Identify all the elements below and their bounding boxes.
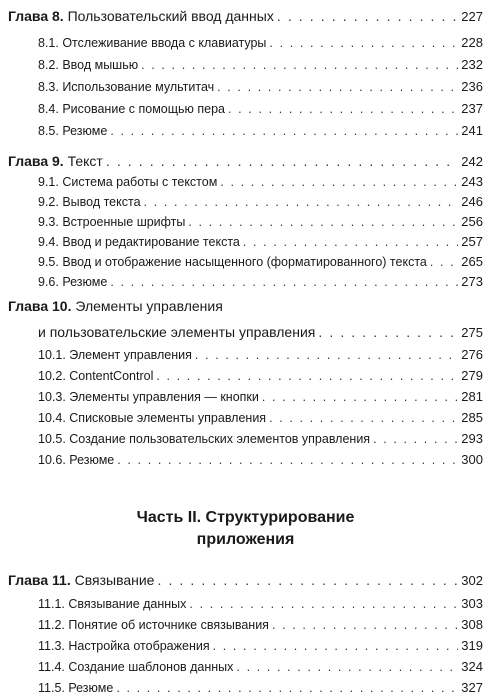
chapter-title: Элементы управления xyxy=(75,298,223,314)
page-number: 243 xyxy=(461,174,483,189)
toc-section[interactable] xyxy=(0,633,491,653)
chapter-title-continued: и пользовательские элементы управления xyxy=(38,324,316,340)
section-title: 9.1. Система работы с текстом xyxy=(38,175,218,189)
toc-section[interactable] xyxy=(0,342,491,362)
section-title: 9.2. Вывод текста xyxy=(38,195,141,209)
dot-leader xyxy=(236,660,458,674)
section-title: 11.3. Настройка отображения xyxy=(38,639,210,653)
chapter-title: Связывание xyxy=(74,572,155,588)
toc-section[interactable] xyxy=(0,405,491,425)
page-number: 246 xyxy=(461,194,483,209)
toc-section[interactable] xyxy=(0,675,491,695)
dot-leader xyxy=(188,215,458,229)
chapter-label xyxy=(0,8,274,24)
dot-leader xyxy=(213,639,459,653)
toc-section[interactable] xyxy=(0,74,491,94)
section-title: 10.5. Создание пользовательских элементов управления xyxy=(38,432,371,446)
page-number: 303 xyxy=(461,596,483,611)
dot-leader xyxy=(189,597,458,611)
chapter-title: Пользовательский ввод данных xyxy=(67,8,274,24)
section-title: 10.1. Элемент управления xyxy=(38,348,192,362)
toc-section[interactable] xyxy=(0,209,491,229)
dot-leader xyxy=(228,102,458,116)
toc-chapter-10-first-line[interactable] xyxy=(8,298,223,314)
toc-section[interactable] xyxy=(0,426,491,446)
page-number: 276 xyxy=(461,347,483,362)
section-title: 10.6. Резюме xyxy=(38,453,115,467)
toc-section[interactable] xyxy=(0,30,491,50)
dot-leader xyxy=(318,324,458,340)
chapter-label xyxy=(0,153,103,169)
dot-leader xyxy=(117,453,458,467)
section-title: 9.6. Резюме xyxy=(38,275,108,289)
page-number: 324 xyxy=(461,659,483,674)
page-number: 279 xyxy=(461,368,483,383)
dot-leader xyxy=(262,390,458,404)
toc-chapter-9[interactable] xyxy=(0,149,491,169)
section-title: 9.5. Ввод и отображение насыщенного (форматированного) текста xyxy=(38,255,427,269)
chapter-number: Глава 8. xyxy=(8,8,64,24)
toc-section[interactable] xyxy=(0,52,491,72)
page-number: 241 xyxy=(461,123,483,138)
toc-chapter-8[interactable] xyxy=(0,4,491,24)
page-number: 319 xyxy=(461,638,483,653)
page-number: 327 xyxy=(461,680,483,695)
page-number: 300 xyxy=(461,452,483,467)
dot-leader xyxy=(156,369,458,383)
page-number: 265 xyxy=(461,254,483,269)
section-title: 9.4. Ввод и редактирование текста xyxy=(38,235,240,249)
section-title: 8.1. Отслеживание ввода с клавиатуры xyxy=(38,36,267,50)
section-title: 8.5. Резюме xyxy=(38,124,108,138)
page-number: 285 xyxy=(461,410,483,425)
part-title-line-1: Часть II. Структурирование xyxy=(136,509,355,526)
toc-section[interactable] xyxy=(0,612,491,632)
page-number: 237 xyxy=(461,101,483,116)
dot-leader xyxy=(110,124,458,138)
toc-section[interactable] xyxy=(0,118,491,138)
toc-section[interactable] xyxy=(0,249,491,269)
chapter-number: Глава 11. xyxy=(8,572,71,588)
section-title: 8.2. Ввод мышью xyxy=(38,58,139,72)
toc-chapter-11[interactable] xyxy=(0,568,491,588)
dot-leader xyxy=(272,618,458,632)
page-number: 275 xyxy=(461,325,483,340)
chapter-number: Глава 10. xyxy=(8,298,72,314)
toc-chapter-10[interactable] xyxy=(0,320,491,340)
section-title: 11.2. Понятие об источнике связывания xyxy=(38,618,269,632)
part-title-line-2: приложения xyxy=(196,531,295,548)
dot-leader xyxy=(269,36,458,50)
page-number: 308 xyxy=(461,617,483,632)
section-title: 10.2. ContentControl xyxy=(38,369,154,383)
page-number: 236 xyxy=(461,79,483,94)
page-number: 281 xyxy=(461,389,483,404)
toc-section[interactable] xyxy=(0,591,491,611)
chapter-title: Текст xyxy=(67,153,103,169)
page-number: 228 xyxy=(461,35,483,50)
dot-leader xyxy=(106,153,458,169)
toc-section[interactable] xyxy=(0,363,491,383)
section-title: 11.4. Создание шаблонов данных xyxy=(38,660,234,674)
dot-leader xyxy=(141,58,458,72)
page-number: 256 xyxy=(461,214,483,229)
toc-section[interactable] xyxy=(0,169,491,189)
toc-section[interactable] xyxy=(0,384,491,404)
section-title: 8.4. Рисование с помощью пера xyxy=(38,102,226,116)
dot-leader xyxy=(373,432,458,446)
dot-leader xyxy=(116,681,458,695)
toc-section[interactable] xyxy=(0,229,491,249)
dot-leader xyxy=(430,255,458,269)
page-number: 232 xyxy=(461,57,483,72)
page-number: 257 xyxy=(461,234,483,249)
toc-section[interactable] xyxy=(0,447,491,467)
chapter-label xyxy=(0,572,154,588)
dot-leader xyxy=(269,411,458,425)
section-title: 11.5. Резюме xyxy=(38,681,114,695)
page-number: 242 xyxy=(461,154,483,169)
dot-leader xyxy=(220,175,458,189)
page-number: 302 xyxy=(461,573,483,588)
chapter-number: Глава 9. xyxy=(8,153,64,169)
toc-section[interactable] xyxy=(0,189,491,209)
section-title: 8.3. Использование мультитач xyxy=(38,80,215,94)
dot-leader xyxy=(110,275,458,289)
dot-leader xyxy=(243,235,458,249)
page-number: 293 xyxy=(461,431,483,446)
page-number: 273 xyxy=(461,274,483,289)
page-number: 227 xyxy=(461,9,483,24)
toc-section[interactable] xyxy=(0,654,491,674)
dot-leader xyxy=(217,80,458,94)
section-title: 10.3. Элементы управления — кнопки xyxy=(38,390,259,404)
dot-leader xyxy=(195,348,458,362)
toc-section[interactable] xyxy=(0,96,491,116)
dot-leader xyxy=(277,8,458,24)
section-title: 11.1. Связывание данных xyxy=(38,597,187,611)
dot-leader xyxy=(144,195,459,209)
toc-section[interactable] xyxy=(0,269,491,289)
dot-leader xyxy=(157,572,458,588)
section-title: 9.3. Встроенные шрифты xyxy=(38,215,186,229)
section-title: 10.4. Списковые элементы управления xyxy=(38,411,267,425)
